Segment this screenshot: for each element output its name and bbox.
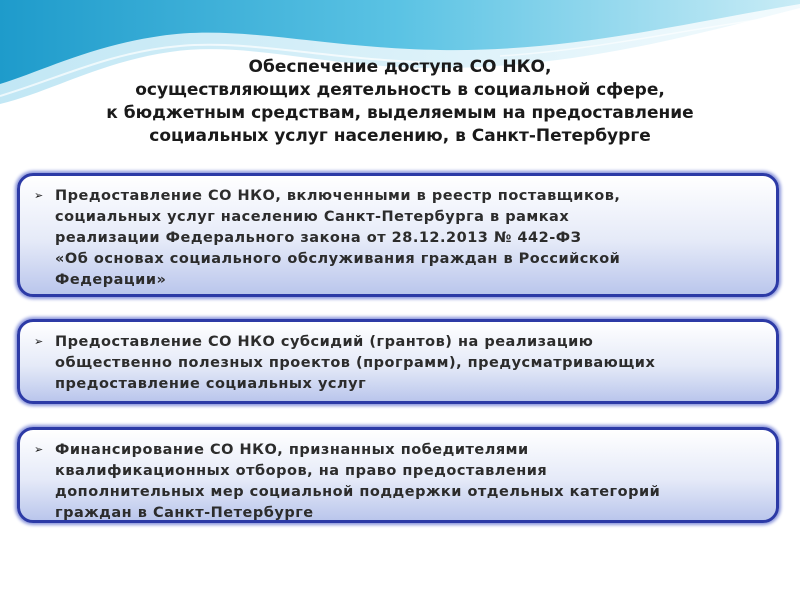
info-box-grants [17, 319, 779, 404]
text-line: дополнительных мер социальной поддержки отдельных категорий [55, 484, 661, 500]
text-line: граждан в Санкт-Петербурге [55, 505, 314, 521]
page-title [60, 56, 740, 148]
arrow-bullet-icon: ➢ [34, 189, 44, 202]
title-line: к бюджетным средствам, выделяемым на предоставление [106, 103, 694, 123]
title-line: осуществляющих деятельность в социальной сфере, [135, 80, 665, 100]
arrow-bullet-icon: ➢ [34, 443, 44, 456]
text-line: предоставление социальных услуг [55, 376, 367, 392]
text-line: Предоставление СО НКО, включенными в реестр поставщиков, [55, 188, 621, 204]
text-line: социальных услуг населению Санкт-Петербурга в рамках [55, 209, 570, 225]
info-box-registry [17, 173, 779, 297]
info-box-text [55, 332, 762, 395]
arrow-bullet-icon: ➢ [34, 335, 44, 348]
info-box-text [55, 440, 762, 524]
text-line: Федерации» [55, 272, 167, 288]
title-line: социальных услуг населению, в Санкт-Петербурге [149, 126, 651, 146]
info-box-financing [17, 427, 779, 523]
title-line: Обеспечение доступа СО НКО, [248, 57, 552, 77]
text-line: квалификационных отборов, на право предоставления [55, 463, 548, 479]
text-line: Предоставление СО НКО субсидий (грантов) на реализацию [55, 334, 594, 350]
text-line: реализации Федерального закона от 28.12.2013 № 442-ФЗ [55, 230, 582, 246]
text-line: Финансирование СО НКО, признанных победителями [55, 442, 529, 458]
text-line: общественно полезных проектов (программ), предусматривающих [55, 355, 656, 371]
info-box-text [55, 186, 762, 291]
text-line: «Об основах социального обслуживания граждан в Российской [55, 251, 621, 267]
